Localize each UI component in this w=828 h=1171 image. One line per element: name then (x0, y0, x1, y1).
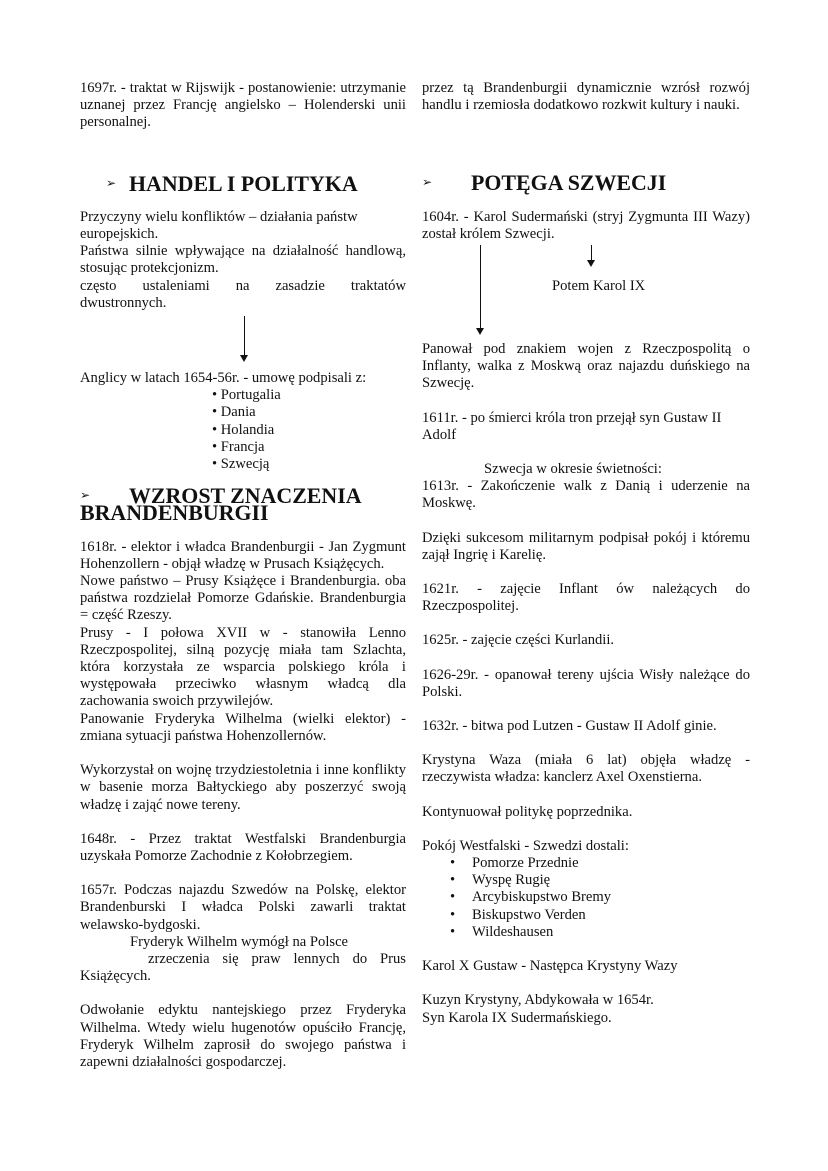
list-item-text: Pomorze Przednie (472, 855, 579, 872)
paragraph-protekcjonizm: Państwa silnie wpływające na działalność handlową, stosując protekcjonizm. (80, 243, 406, 277)
paragraph-nowe-panstwo: Nowe państwo – Prusy Książęce i Brandenburgia. oba państwa rozdzielał Pomorze Gdańskie. Brandenburgia = część Rzeszy. (80, 573, 406, 624)
gains-list (422, 855, 750, 941)
paragraph-rozwoj: przez tą Brandenburgii dynamicznie wzrósł rozwój handlu i rzemiosła dodatkowo rozkwit kultury i nauki. (422, 80, 750, 114)
heading-text: POTĘGA SZWECJI (471, 170, 667, 196)
list-item-text: Biskupstwo Verden (472, 906, 586, 923)
down-arrow-icon (240, 316, 250, 362)
countries-list (80, 387, 406, 473)
paragraph-kontynuowal: Kontynuował politykę poprzednika. (422, 803, 633, 820)
bullet-icon: • (450, 906, 456, 923)
list-item (450, 855, 750, 872)
left-column (80, 80, 406, 1071)
list-item (450, 889, 750, 906)
right-column (422, 80, 750, 1027)
list-item: • Szwecją (212, 456, 270, 473)
paragraph-1626: 1626-29r. - opanował tereny ujścia Wisły należące do Polski. (422, 666, 750, 700)
paragraph-edykt: Odwołanie edyktu nantejskiego przez Fryderyka Wilhelma. Wtedy wielu hugenotów opuściło Francję, Fryderyk Wilhelm zaprosił do swojego państwa i zapewni działalności gospodarczej. (80, 1002, 406, 1070)
bullet-icon: • (450, 872, 456, 889)
label-potem-karol: Potem Karol IX (552, 278, 646, 295)
list-item-text: Wildeshausen (472, 923, 554, 940)
paragraph-1657: 1657r. Podczas najazdu Szwedów na Polskę, elektor Brandenburski I władca Polski zawarli traktat welawsko-bydgoski. (80, 882, 406, 933)
paragraph-swietnosc: Szwecja w okresie świetności: (484, 461, 662, 478)
paragraph-krystyna: Krystyna Waza (miała 6 lat) objęła władzę - rzeczywista władza: kanclerz Axel Oxenstierna. (422, 752, 750, 786)
heading-handel-i-polityka (80, 170, 406, 196)
list-item: • Francja (212, 438, 265, 455)
paragraph-1613: 1613r. - Zakończenie walk z Danią i uderzenie na Moskwę. (422, 478, 750, 512)
list-item: • Portugalia (212, 387, 281, 404)
paragraph-dzieki: Dzięki sukcesom militarnym podpisał pokój i któremu zajął Ingrię i Karelię. (422, 529, 750, 563)
paragraph-panowanie: Panowanie Fryderyka Wilhelma (wielki elektor) - zmiana sytuacji państwa Hohenzollernów. (80, 710, 406, 744)
paragraph-1618: 1618r. - elektor i władca Brandenburgii - Jan Zygmunt Hohenzollern - objął władzę w Prusach Książęcych. (80, 538, 406, 572)
heading-wzrost-znaczenia (80, 483, 406, 526)
paragraph-wykorzystal: Wykorzystał on wojnę trzydziestoletnia i inne konflikty w basenie morza Bałtyckiego aby poszerzyć swoją władzę i zająć nowe tereny. (80, 762, 406, 813)
heading-text: HANDEL I POLITYKA (129, 170, 358, 196)
arrows-area (422, 243, 750, 335)
list-item (450, 872, 750, 889)
paragraph-konflikty: Przyczyny wielu konfliktów – działania państw europejskich. (80, 208, 358, 243)
paragraph-1621: 1621r. - zajęcie Inflant ów należących do Rzeczpospolitej. (422, 581, 750, 615)
bullet-icon: • (450, 855, 456, 872)
paragraph-anglicy: Anglicy w latach 1654-56r. - umowę podpisali z: (80, 370, 367, 387)
down-arrow-icon (476, 245, 486, 335)
heading-text: WZROST ZNACZENIA (129, 483, 362, 509)
list-item-text: Wyspę Rugię (472, 872, 551, 889)
paragraph-syn-karola: Syn Karola IX Sudermańskiego. (422, 1009, 612, 1026)
paragraph-1632: 1632r. - bitwa pod Lutzen - Gustaw II Adolf ginie. (422, 718, 717, 735)
arrow-bullet-icon: ➢ (80, 488, 91, 503)
list-item: • Dania (212, 404, 256, 421)
down-arrow-icon (587, 245, 597, 267)
paragraph-zrzeczenia: zrzeczenia się praw lennych do Prus Książęcych. (80, 950, 406, 985)
paragraph-1625: 1625r. - zajęcie części Kurlandii. (422, 632, 615, 649)
paragraph-rijswijk: 1697r. - traktat w Rijswijk - postanowienie: utrzymanie uznanej przez Francję angielsko – Holenderski unii personalnej. (80, 80, 406, 131)
paragraph-traktaty: często ustaleniami na zasadzie traktatów dwustronnych. (80, 277, 406, 311)
heading-text: BRANDENBURGII (80, 500, 269, 526)
paragraph-karol-x: Karol X Gustaw - Następca Krystyny Wazy (422, 958, 678, 975)
paragraph-pokoj: Pokój Westfalski - Szwedzi dostali: (422, 837, 629, 854)
arrow-bullet-icon: ➢ (422, 175, 433, 190)
list-item (450, 924, 750, 941)
arrow-bullet-icon: ➢ (106, 175, 117, 190)
paragraph-1611: 1611r. - po śmierci króla tron przejął syn Gustaw II Adolf (422, 409, 722, 443)
list-item: • Holandia (212, 421, 275, 438)
paragraph-kuzyn: Kuzyn Krystyny, Abdykowała w 1654r. (422, 992, 654, 1009)
paragraph-panowal: Panował pod znakiem wojen z Rzeczpospolitą o Inflanty, walka z Moskwą oraz najazdu duńskiego na Szwecję. (422, 341, 750, 392)
list-item (450, 907, 750, 924)
bullet-icon: • (450, 889, 456, 906)
bullet-icon: • (450, 923, 456, 940)
heading-potega-szwecji (422, 170, 750, 196)
paragraph-1604: 1604r. - Karol Sudermański (stryj Zygmunta III Wazy) został królem Szwecji. (422, 208, 750, 242)
paragraph-prusy: Prusy - I połowa XVII w - stanowiła Lenno Rzeczpospolitej, silną pozycję miała tam Szlachta, która korzystała ze wsparcia polskiego króla i występowała przeciwko własnym władcą dla zachowania swoich przywilejów. (80, 624, 406, 710)
paragraph-fryderyk-wymogl: Fryderyk Wilhelm wymógł na Polsce (130, 933, 349, 950)
list-item-text: Arcybiskupstwo Bremy (472, 889, 612, 906)
paragraph-1648: 1648r. - Przez traktat Westfalski Brandenburgia uzyskała Pomorze Zachodnie z Kołobrzegiem. (80, 830, 406, 864)
